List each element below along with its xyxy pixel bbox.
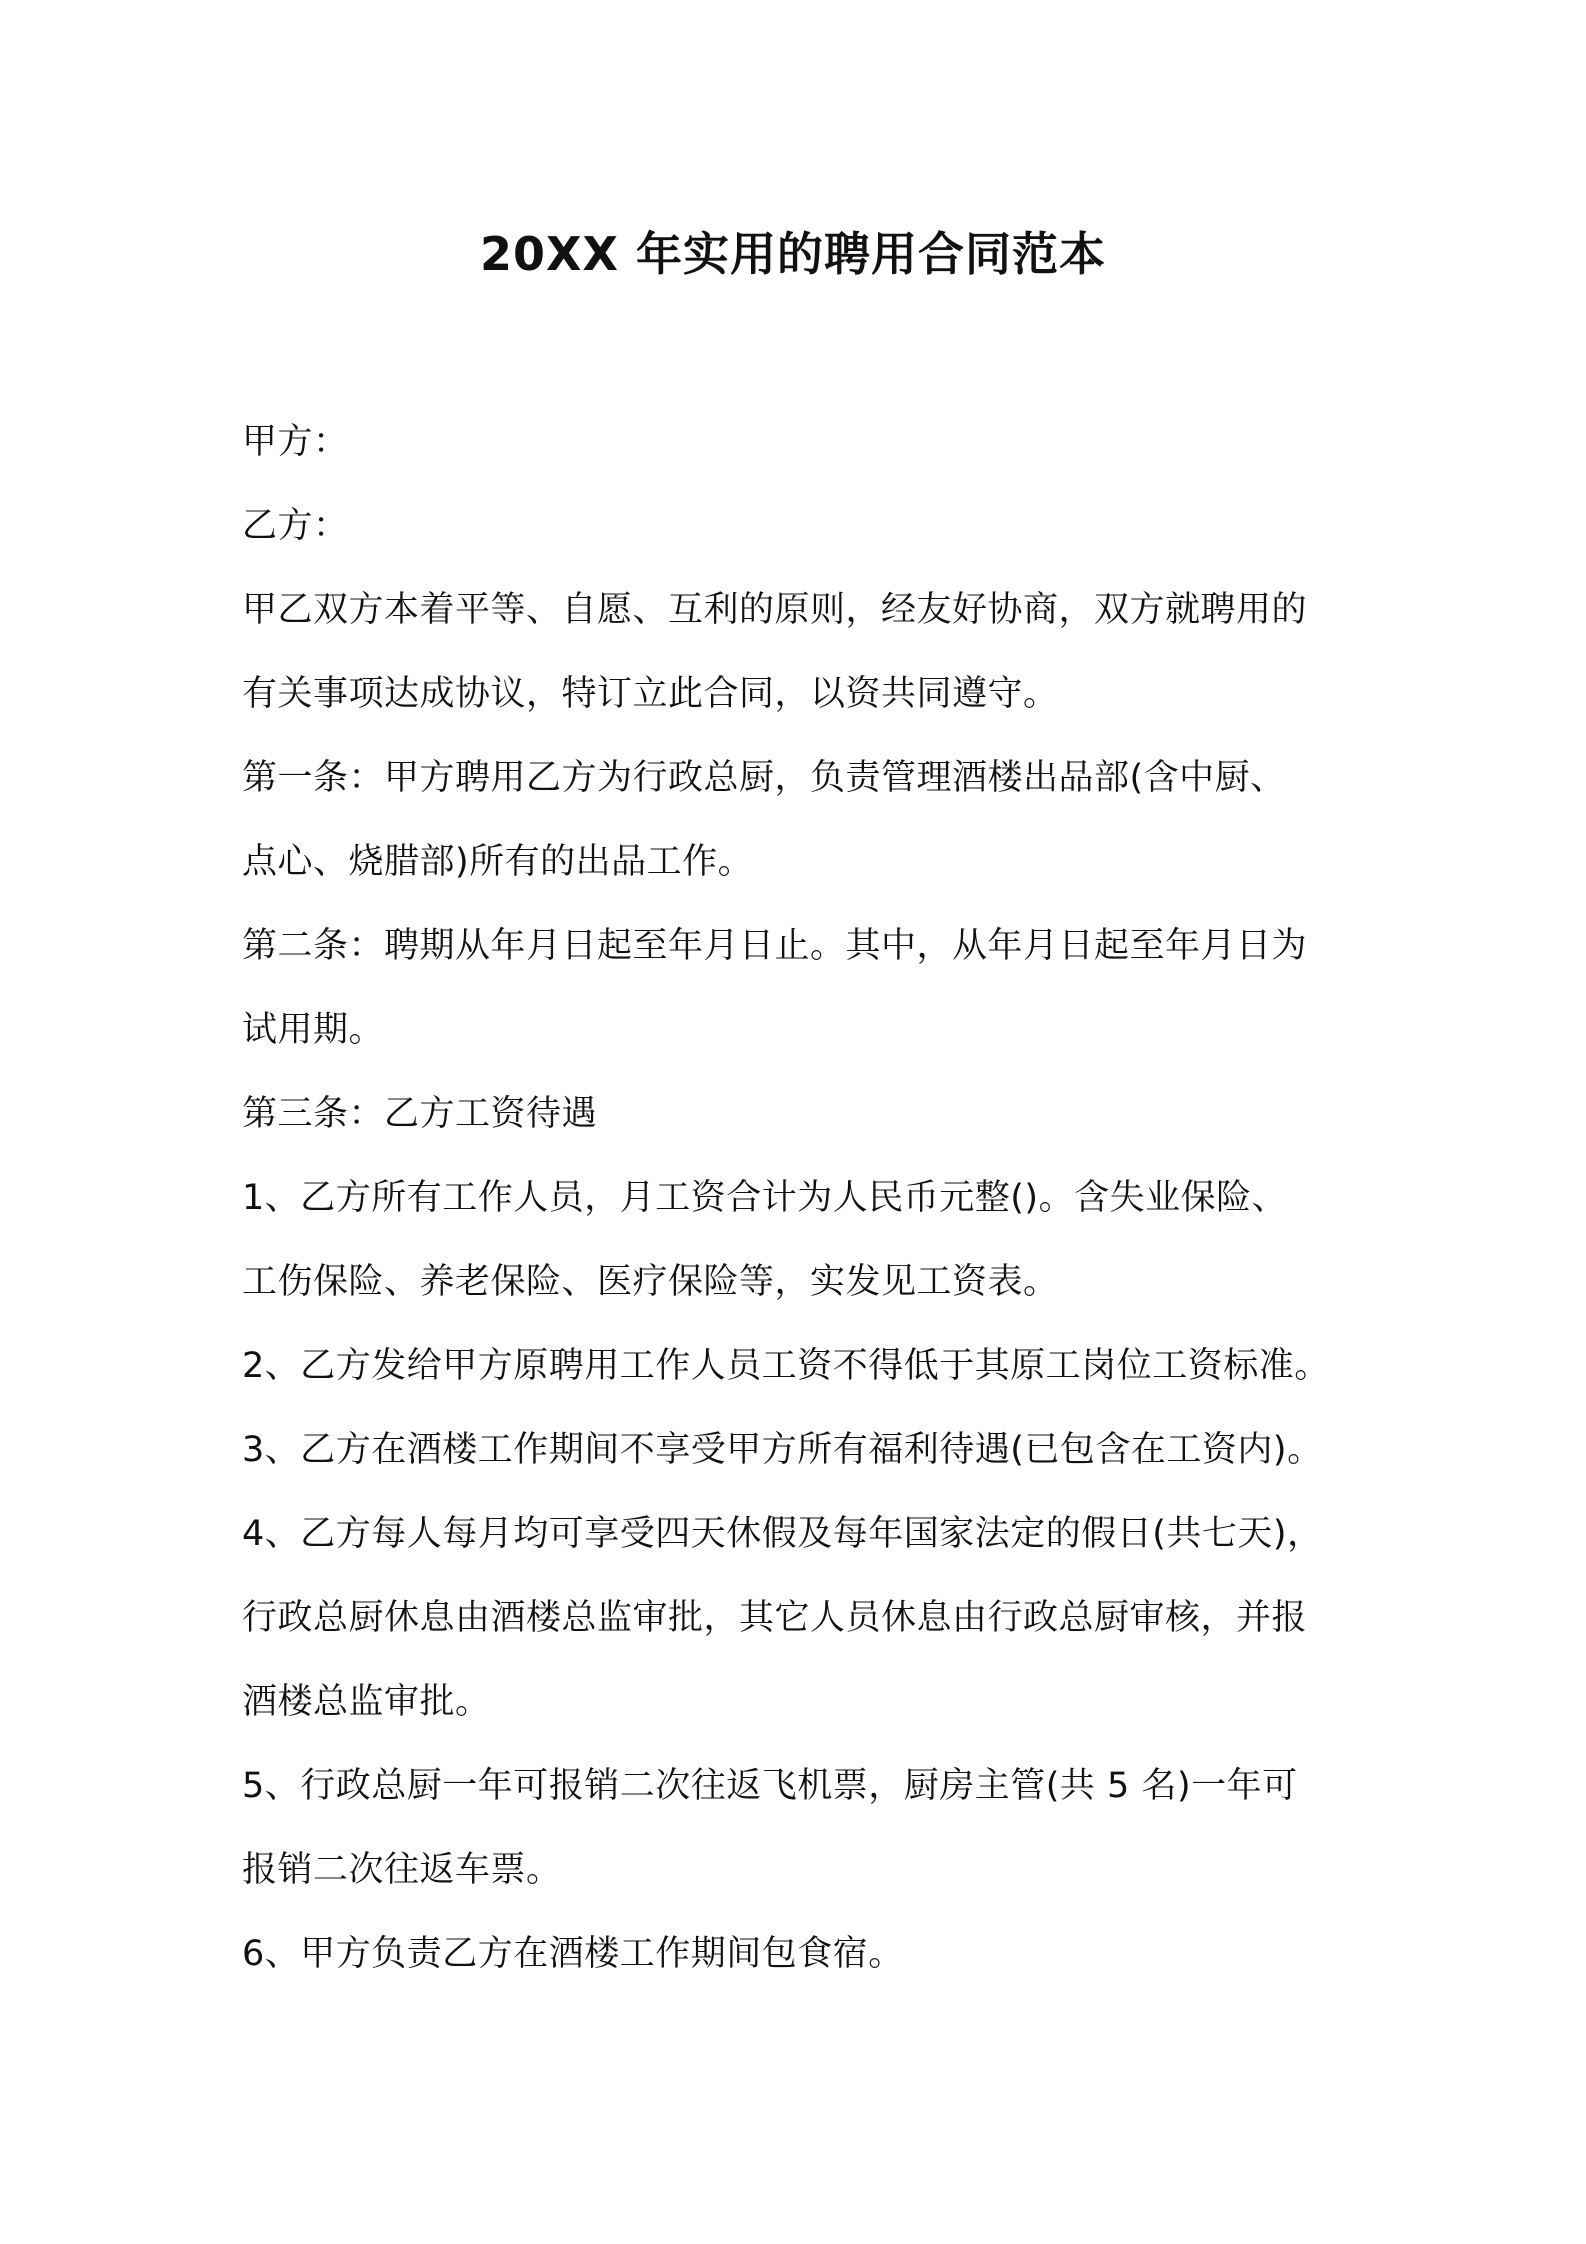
text-line: 1、乙方所有工作人员，月工资合计为人民币元整()。含失业保险、 <box>242 1178 1288 1218</box>
text-line: 第二条：聘期从年月日起至年月日止。其中，从年月日起至年月日为 <box>242 926 1308 966</box>
document-title: 20XX 年实用的聘用合同范本 <box>480 227 1106 281</box>
text-line: 3、乙方在酒楼工作期间不享受甲方所有福利待遇(已包含在工资内)。 <box>242 1430 1323 1470</box>
text-line: 工伤保险、养老保险、医疗保险等，实发见工资表。 <box>242 1262 1059 1302</box>
text-line: 第一条：甲方聘用乙方为行政总厨，负责管理酒楼出品部(含中厨、 <box>242 758 1286 798</box>
text-line: 点心、烧腊部)所有的出品工作。 <box>242 842 754 882</box>
text-line: 报销二次往返车票。 <box>242 1850 562 1890</box>
text-line: 6、甲方负责乙方在酒楼工作期间包食宿。 <box>242 1934 904 1974</box>
text-line: 乙方： <box>242 506 349 546</box>
text-line: 5、行政总厨一年可报销二次往返飞机票，厨房主管(共 5 名)一年可 <box>242 1766 1298 1806</box>
text-line: 有关事项达成协议，特订立此合同，以资共同遵守。 <box>242 674 1059 714</box>
text-line: 第三条：乙方工资待遇 <box>242 1094 598 1134</box>
text-line: 甲方： <box>242 422 349 462</box>
text-line: 甲乙双方本着平等、自愿、互利的原则，经友好协商，双方就聘用的 <box>242 590 1308 630</box>
text-line: 试用期。 <box>242 1010 385 1050</box>
text-line: 行政总厨休息由酒楼总监审批，其它人员休息由行政总厨审核，并报 <box>242 1598 1308 1638</box>
text-line: 酒楼总监审批。 <box>242 1682 491 1722</box>
text-line: 2、乙方发给甲方原聘用工作人员工资不得低于其原工岗位工资标准。 <box>242 1346 1330 1386</box>
text-line: 4、乙方每人每月均可享受四天休假及每年国家法定的假日(共七天)， <box>242 1514 1323 1554</box>
document-body <box>242 400 1372 1996</box>
